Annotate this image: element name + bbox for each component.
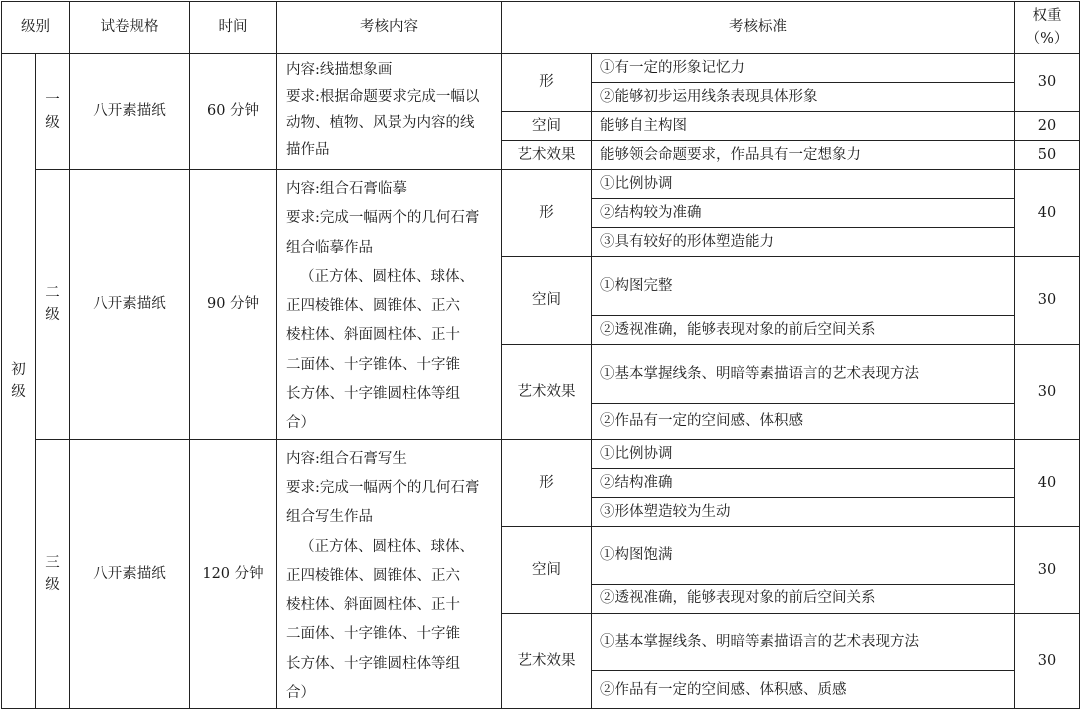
header-paper: 试卷规格: [70, 2, 190, 54]
table-body: [2, 54, 1080, 709]
standard-item-cell: ①比例协调: [592, 170, 1015, 199]
table-row: [2, 170, 1080, 199]
standard-item-cell: ②作品有一定的空间感、体积感、质感: [592, 671, 1015, 709]
standard-item-cell: 能够自主构图: [592, 112, 1015, 141]
standard-item-cell: ①基本掌握线条、明暗等素描语言的艺术表现方法: [592, 344, 1015, 403]
standard-category-cell: 空间: [502, 257, 592, 345]
header-weight-line1: 权重: [1032, 8, 1062, 25]
standard-category-cell: 形: [502, 170, 592, 257]
level-group-cell: 初 级: [2, 54, 36, 709]
weight-cell: 40: [1015, 439, 1080, 526]
standard-item-cell: ③具有较好的形体塑造能力: [592, 228, 1015, 257]
standard-item-cell: ①比例协调: [592, 439, 1015, 468]
content-line: 长方体、十字锥圆柱体等组: [286, 655, 460, 672]
standard-category-cell: 形: [502, 54, 592, 112]
standard-item-cell: ②结构准确: [592, 468, 1015, 497]
content-line: 棱柱体、斜面圆柱体、正十: [286, 327, 460, 344]
content-line: 要求:根据命题要求完成一幅以: [286, 88, 480, 105]
content-line: 要求:完成一幅两个的几何石膏: [286, 479, 480, 496]
standard-item-cell: ②透视准确，能够表现对象的前后空间关系: [592, 315, 1015, 344]
content-line: 合）: [286, 415, 315, 432]
content-cell: [277, 170, 502, 440]
time-cell: 120 分钟: [190, 439, 277, 709]
content-line: 动物、植物、风景为内容的线: [286, 115, 475, 131]
weight-cell: 30: [1015, 613, 1080, 709]
table-header: [2, 2, 1080, 54]
header-content: 考核内容: [277, 2, 502, 54]
standard-item-cell: ②透视准确，能够表现对象的前后空间关系: [592, 584, 1015, 613]
standard-item-cell: ③形体塑造较为生动: [592, 497, 1015, 526]
content-line: （正方体、圆柱体、球体、: [300, 268, 474, 285]
grade-cell: 一 级: [36, 54, 70, 170]
content-line: 组合写生作品: [286, 509, 373, 526]
standard-item-cell: ①有一定的形象记忆力: [592, 54, 1015, 83]
weight-cell: 30: [1015, 344, 1080, 439]
standard-category-cell: 空间: [502, 526, 592, 613]
header-weight-line2: （%）: [1025, 30, 1069, 47]
standard-category-cell: 形: [502, 439, 592, 526]
standard-item-cell: ②结构较为准确: [592, 199, 1015, 228]
standard-item-cell: ①构图饱满: [592, 526, 1015, 584]
content-line: 二面体、十字锥体、十字锥: [286, 356, 460, 373]
content-cell: [277, 54, 502, 170]
content-line: 内容:组合石膏写生: [286, 450, 407, 467]
content-line: 正四棱锥体、圆锥体、正六: [286, 298, 460, 315]
grade-cell: 二 级: [36, 170, 70, 440]
weight-cell: 30: [1015, 257, 1080, 345]
content-line: 二面体、十字锥体、十字锥: [286, 626, 460, 643]
content-line: 内容:组合石膏临摹: [286, 181, 407, 197]
standard-item-cell: ②作品有一定的空间感、体积感: [592, 403, 1015, 439]
weight-cell: 40: [1015, 170, 1080, 257]
content-line: 合）: [286, 685, 315, 702]
standard-category-cell: 空间: [502, 112, 592, 141]
paper-cell: 八开素描纸: [70, 170, 190, 440]
content-line: （正方体、圆柱体、球体、: [300, 538, 474, 555]
content-line: 正四棱锥体、圆锥体、正六: [286, 567, 460, 584]
content-line: 要求:完成一幅两个的几何石膏: [286, 210, 480, 227]
standard-item-cell: ①基本掌握线条、明暗等素描语言的艺术表现方法: [592, 613, 1015, 671]
weight-cell: 30: [1015, 526, 1080, 613]
grade-cell: 三 级: [36, 439, 70, 709]
standard-category-cell: 艺术效果: [502, 344, 592, 439]
weight-cell: 20: [1015, 112, 1080, 141]
standard-category-cell: 艺术效果: [502, 613, 592, 709]
standard-item-cell: ①构图完整: [592, 257, 1015, 316]
weight-cell: 30: [1015, 54, 1080, 112]
content-line: 棱柱体、斜面圆柱体、正十: [286, 597, 460, 614]
content-line: 长方体、十字锥圆柱体等组: [286, 386, 460, 403]
content-line: 组合临摹作品: [286, 239, 373, 256]
content-line: 内容:线描想象画: [286, 62, 393, 78]
header-time: 时间: [190, 2, 277, 54]
weight-cell: 50: [1015, 141, 1080, 170]
time-cell: 90 分钟: [190, 170, 277, 440]
paper-cell: 八开素描纸: [70, 54, 190, 170]
header-level: 级别: [2, 2, 70, 54]
time-cell: 60 分钟: [190, 54, 277, 170]
standard-category-cell: 艺术效果: [502, 141, 592, 170]
standard-item-cell: 能够领会命题要求，作品具有一定想象力: [592, 141, 1015, 170]
content-cell: [277, 439, 502, 709]
content-line: 描作品: [286, 141, 330, 158]
exam-standards-table: [1, 1, 1080, 709]
header-standard: 考核标准: [502, 2, 1015, 54]
paper-cell: 八开素描纸: [70, 439, 190, 709]
table-row: [2, 54, 1080, 83]
standard-item-cell: ②能够初步运用线条表现具体形象: [592, 83, 1015, 112]
table-row: [2, 439, 1080, 468]
header-weight: [1015, 2, 1080, 54]
